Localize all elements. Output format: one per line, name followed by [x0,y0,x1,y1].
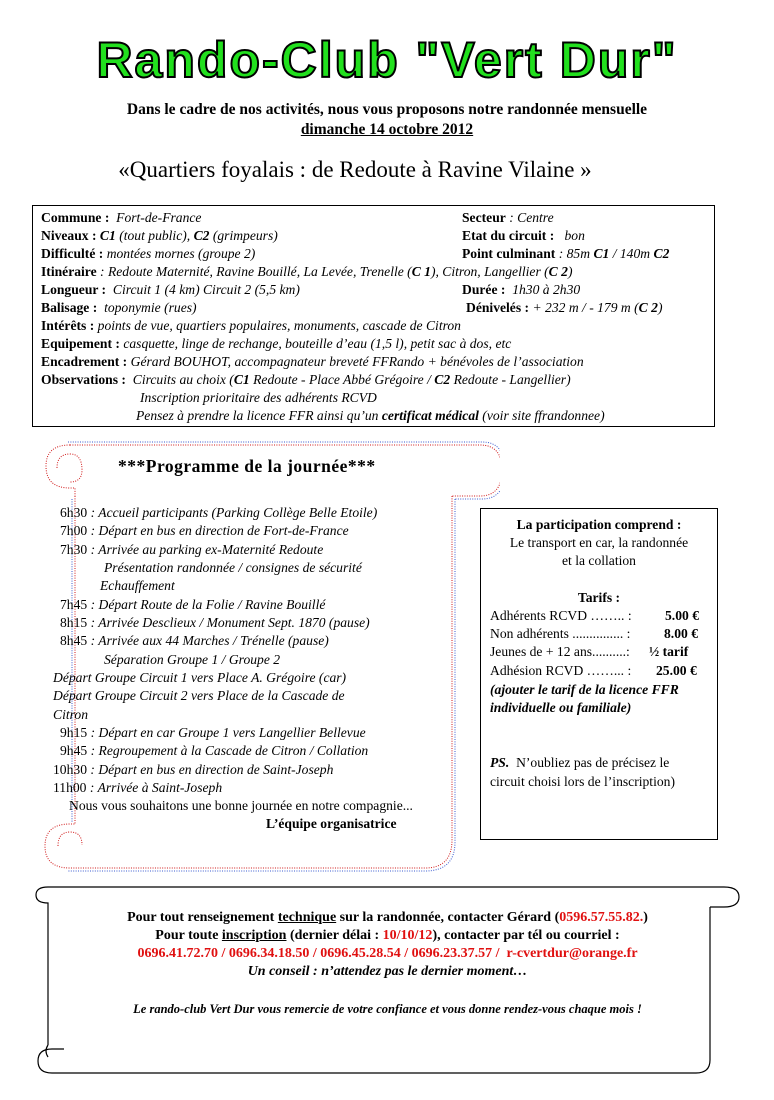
info-balisage: Balisage : toponymie (rues) [41,300,197,315]
participation-note1: (ajouter le tarif de la licence FFR [490,682,679,697]
contact-thanks: Le rando-club Vert Dur vous remercie de votre confiance et vous donne rendez-vous chaque mois ! [133,1002,642,1016]
programme-item: 8h45 : Arrivée aux 44 Marches / Trénelle (pause) [60,633,329,648]
participation-note2: individuelle ou familiale) [490,700,632,715]
programme-item: 9h45 : Regroupement à la Cascade de Citron / Collation [60,743,369,758]
intro-line: Dans le cadre de nos activités, nous vous proposons notre randonnée mensuelle [126,101,648,118]
intro [0,100,774,140]
programme-item: 7h00 : Départ en bus en direction de Fort-de-France [60,523,349,538]
info-interets: Intérêts : points de vue, quartiers populaires, monuments, cascade de Citron [41,318,461,333]
tarif-price: 25.00 € [656,663,697,678]
tarifs-title: Tarifs : [577,590,621,605]
contact-conseil: Un conseil : n’attendez pas le dernier moment… [247,964,528,979]
programme-title: ***Programme de la journée*** [118,456,376,476]
hike-title: «Quartiers foyalais : de Redoute à Ravine Vilaine » [118,157,592,182]
info-etat: Etat du circuit : bon [462,228,585,243]
info-difficulte: Difficulté : montées mornes (groupe 2) [41,246,256,261]
programme-item: 9h15 : Départ en car Groupe 1 vers Langellier Bellevue [60,725,366,740]
club-title: Rando-Club "Vert Dur" [96,32,678,88]
info-duree: Durée : 1h30 à 2h30 [462,282,581,297]
tarif-row: Adhérents RCVD …….. : [490,608,632,623]
programme-signature: L’équipe organisatrice [266,816,397,831]
programme-item: 7h30 : Arrivée au parking ex-Maternité Redoute [60,542,324,557]
participation-title: La participation comprend : [516,517,682,532]
programme-closing: Nous vous souhaitons une bonne journée en notre compagnie... [69,798,413,813]
contact-email[interactable]: r-cvertdur@orange.fr [506,946,638,961]
info-equipement: Equipement : casquette, linge de rechange, bouteille d’eau (1,5 l), petit sac à dos, etc [41,336,512,351]
tarif-price: ½ tarif [649,644,689,659]
info-obs-line2: Inscription prioritaire des adhérents RCVD [140,390,377,405]
tarif-price: 8.00 € [664,626,698,641]
info-obs-line3: Pensez à prendre la licence FFR ainsi qu’un certificat médical (voir site ffrandonnee) [136,408,605,423]
info-niveaux: Niveaux : C1 (tout public), C2 (grimpeurs) [41,228,278,243]
info-point-culminant: Point culminant : 85m C1 / 140m C2 [462,246,670,261]
programme-item: 8h15 : Arrivée Desclieux / Monument Sept. 1870 (pause) [60,615,370,630]
programme-item: 7h45 : Départ Route de la Folie / Ravine Bouillé [60,597,326,612]
info-secteur: Secteur : Centre [462,210,554,225]
participation-line2: et la collation [562,553,636,568]
tarif-row: Jeunes de + 12 ans..........: [490,644,630,659]
tarif-row: Non adhérents ............... : [490,626,631,641]
info-encadrement: Encadrement : Gérard BOUHOT, accompagnateur breveté FFRando + bénévoles de l’association [41,354,584,369]
info-itineraire: Itinéraire : Redoute Maternité, Ravine Bouillé, La Levée, Trenelle (C 1), Citron, Langellier (C 2) [41,264,573,279]
programme-item: 6h30 : Accueil participants (Parking Collège Belle Etoile) [60,505,378,520]
participation-ps2: circuit choisi lors de l’inscription) [490,774,675,789]
programme-item: Présentation randonnée / consignes de sécurité [104,560,362,575]
contact-technique: Pour tout renseignement technique sur la randonnée, contacter Gérard (0596.57.55.82.) [127,910,648,925]
participation-ps: PS. N’oubliez pas de précisez le [490,755,670,770]
tarif-price: 5.00 € [665,608,699,623]
programme-item: 10h30 : Départ en bus en direction de Saint-Joseph [53,762,334,777]
programme-item: Echauffement [100,578,175,593]
info-longueur: Longueur : Circuit 1 (4 km) Circuit 2 (5,5 km) [41,282,300,297]
programme-item: Départ Groupe Circuit 1 vers Place A. Grégoire (car) [53,670,347,685]
info-observations: Observations : Circuits au choix (C1 Redoute - Place Abbé Grégoire / C2 Redoute - Langellier) [41,372,571,387]
programme-item: 11h00 : Arrivée à Saint-Joseph [53,780,223,795]
participation-line1: Le transport en car, la randonnée [509,535,689,550]
programme-item: Départ Groupe Circuit 2 vers Place de la Cascade de [53,688,345,703]
info-deniveles: Dénivelés : + 232 m / - 179 m (C 2) [466,300,663,315]
info-commune: Commune : Fort-de-France [41,210,202,225]
tarif-row: Adhésion RCVD ……... : [490,663,632,678]
contact-phones: 0696.41.72.70 / 0696.34.18.50 / 0696.45.28.54 / 0696.23.37.57 / r-cvertdur@orange.fr [137,946,638,961]
programme-item: Séparation Groupe 1 / Groupe 2 [104,652,281,667]
event-date: dimanche 14 octobre 2012 [300,121,474,138]
contact-inscription: Pour toute inscription (dernier délai : 10/10/12), contacter par tél ou courriel : [155,928,620,943]
programme-item: Citron [53,707,88,722]
